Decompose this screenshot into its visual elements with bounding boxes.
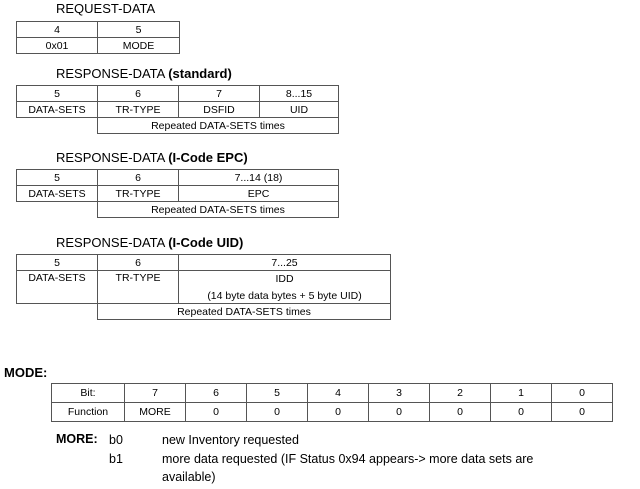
more-b1-text: more data requested (IF Status 0x94 appears-> more data sets are xyxy=(162,452,534,466)
response-standard-table xyxy=(16,85,339,134)
idd-note: (14 byte data bytes + 5 byte UID) xyxy=(207,290,362,302)
response-uid-table xyxy=(16,254,391,320)
tr-type-cell: TR-TYPE xyxy=(98,102,179,118)
function-bit-1: 0 xyxy=(491,403,552,422)
data-sets-cell: DATA-SETS xyxy=(17,186,98,202)
byte-5: 5 xyxy=(17,255,98,271)
bit-5: 5 xyxy=(247,384,308,403)
byte-7-14: 7...14 (18) xyxy=(179,170,339,186)
bit-3: 3 xyxy=(369,384,430,403)
byte-6: 6 xyxy=(98,86,179,102)
function-bit-7: MORE xyxy=(125,403,186,422)
function-bit-0: 0 xyxy=(552,403,613,422)
bit-row-label: Bit: xyxy=(52,384,125,403)
function-bit-6: 0 xyxy=(186,403,247,422)
more-b0-text: new Inventory requested xyxy=(162,433,299,447)
epc-cell: EPC xyxy=(179,186,339,202)
byte-5: 5 xyxy=(98,22,180,38)
data-sets-cell: DATA-SETS xyxy=(17,271,98,304)
byte-7: 7 xyxy=(179,86,260,102)
request-data-title: REQUEST-DATA xyxy=(56,1,156,16)
more-label: MORE: xyxy=(56,432,98,446)
byte-4: 4 xyxy=(17,22,98,38)
tr-type-cell: TR-TYPE xyxy=(98,186,179,202)
bit-1: 1 xyxy=(491,384,552,403)
value-mode: MODE xyxy=(98,38,180,54)
more-b1-bit: b1 xyxy=(109,452,123,466)
bit-6: 6 xyxy=(186,384,247,403)
more-b1-text-cont: available) xyxy=(162,470,216,484)
dsfid-cell: DSFID xyxy=(179,102,260,118)
response-epc-table xyxy=(16,169,339,218)
value-0x01: 0x01 xyxy=(17,38,98,54)
repeat-note: Repeated DATA-SETS times xyxy=(98,202,339,218)
idd-label: IDD xyxy=(275,273,294,285)
bit-4: 4 xyxy=(308,384,369,403)
byte-5: 5 xyxy=(17,170,98,186)
byte-5: 5 xyxy=(17,86,98,102)
byte-7-25: 7...25 xyxy=(179,255,391,271)
idd-cell xyxy=(179,271,391,304)
bit-2: 2 xyxy=(430,384,491,403)
byte-6: 6 xyxy=(98,170,179,186)
byte-6: 6 xyxy=(98,255,179,271)
bit-0: 0 xyxy=(552,384,613,403)
repeat-note: Repeated DATA-SETS times xyxy=(98,304,391,320)
data-sets-cell: DATA-SETS xyxy=(17,102,98,118)
uid-cell: UID xyxy=(260,102,339,118)
more-b0-bit: b0 xyxy=(109,433,123,447)
mode-bits-table xyxy=(51,383,613,422)
mode-title: MODE: xyxy=(4,365,48,380)
response-standard-title: RESPONSE-DATA (standard) xyxy=(56,66,232,81)
byte-8-15: 8...15 xyxy=(260,86,339,102)
function-bit-5: 0 xyxy=(247,403,308,422)
request-data-table xyxy=(16,21,180,54)
function-bit-2: 0 xyxy=(430,403,491,422)
response-epc-title: RESPONSE-DATA (I-Code EPC) xyxy=(56,150,248,165)
tr-type-cell: TR-TYPE xyxy=(98,271,179,304)
response-uid-title: RESPONSE-DATA (I-Code UID) xyxy=(56,235,244,250)
function-bit-4: 0 xyxy=(308,403,369,422)
bit-7: 7 xyxy=(125,384,186,403)
repeat-note: Repeated DATA-SETS times xyxy=(98,118,339,134)
function-row-label: Function xyxy=(52,403,125,422)
function-bit-3: 0 xyxy=(369,403,430,422)
